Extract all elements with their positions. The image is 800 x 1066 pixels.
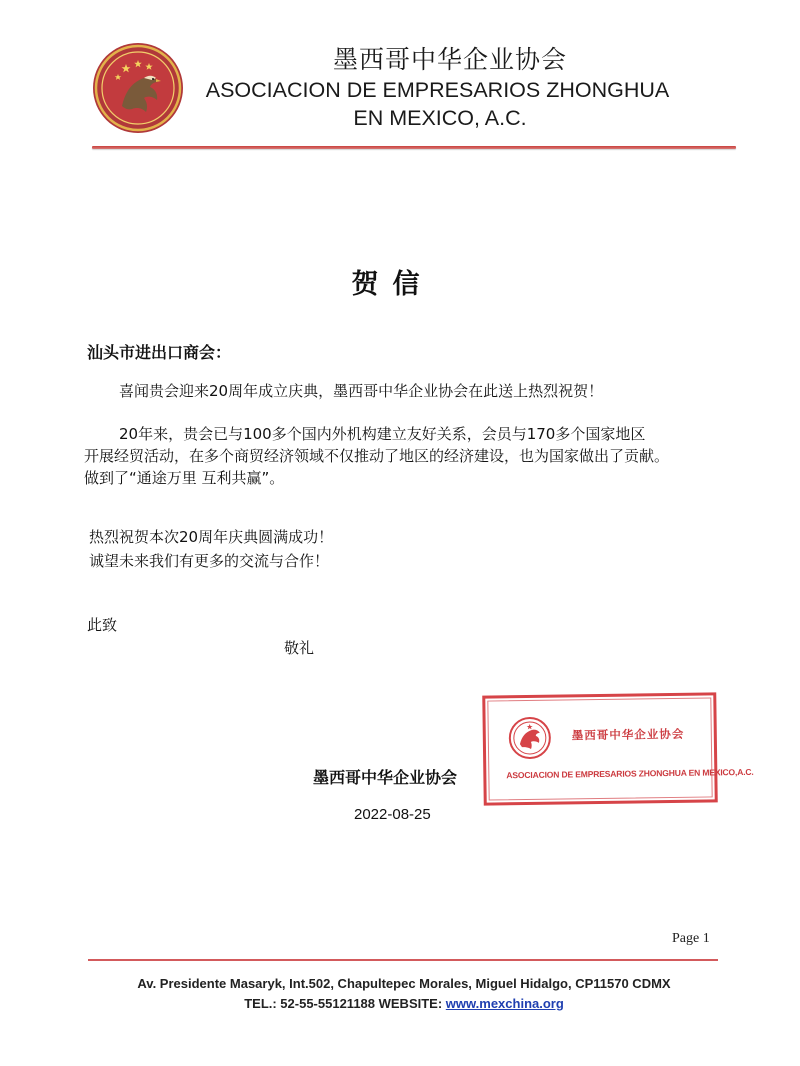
regards-line-1: 此致 bbox=[87, 616, 118, 634]
footer-divider bbox=[88, 959, 718, 961]
closing-line-1: 热烈祝贺本次20周年庆典圆满成功！ bbox=[89, 528, 334, 546]
org-name-es-line2: EN MEXICO, A.C. bbox=[353, 106, 527, 130]
letter-title: 贺信 bbox=[351, 269, 434, 300]
regards-line-2: 敬礼 bbox=[284, 639, 315, 657]
footer-tel: TEL.: 52-55-55121188 WEBSITE: bbox=[244, 996, 446, 1011]
website-link[interactable]: www.mexchina.org bbox=[445, 996, 564, 1011]
stamp-text-cn: 墨西哥中华企业协会 bbox=[571, 726, 685, 743]
footer-address: Av. Presidente Masaryk, Int.502, Chapultepec Morales, Miguel Hidalgo, CP11570 CDMX bbox=[137, 976, 671, 991]
letter-date: 2022-08-25 bbox=[354, 806, 431, 823]
signature: 墨西哥中华企业协会 bbox=[313, 768, 458, 787]
eagle-emblem-icon bbox=[92, 42, 184, 134]
stamp-text-es: ASOCIACION DE EMPRESARIOS ZHONGHUA EN MEXICO,A.C. bbox=[506, 766, 754, 781]
stamp-seal-icon bbox=[508, 716, 553, 761]
page-number: Page 1 bbox=[672, 931, 710, 946]
closing-line-2: 诚望未来我们有更多的交流与合作！ bbox=[89, 552, 330, 570]
paragraph-2-line-1: 20年来，贵会已与100多个国内外机构建立友好关系，会员与170多个国家地区 bbox=[119, 425, 646, 443]
org-name-es-line1: ASOCIACION DE EMPRESARIOS ZHONGHUA bbox=[205, 78, 670, 102]
footer-contact bbox=[80, 996, 728, 1011]
paragraph-1: 喜闻贵会迎来20周年成立庆典，墨西哥中华企业协会在此送上热烈祝贺！ bbox=[119, 382, 604, 400]
paragraph-2-line-3: 做到了“通途万里 互利共赢”。 bbox=[84, 469, 285, 487]
paragraph-2-line-2: 开展经贸活动，在多个商贸经济领域不仅推动了地区的经济建设，也为国家做出了贡献。 bbox=[84, 447, 670, 465]
official-stamp bbox=[482, 692, 754, 805]
org-name-cn: 墨西哥中华企业协会 bbox=[332, 45, 567, 74]
header-divider bbox=[92, 146, 736, 149]
salutation: 汕头市进出口商会： bbox=[87, 343, 232, 362]
